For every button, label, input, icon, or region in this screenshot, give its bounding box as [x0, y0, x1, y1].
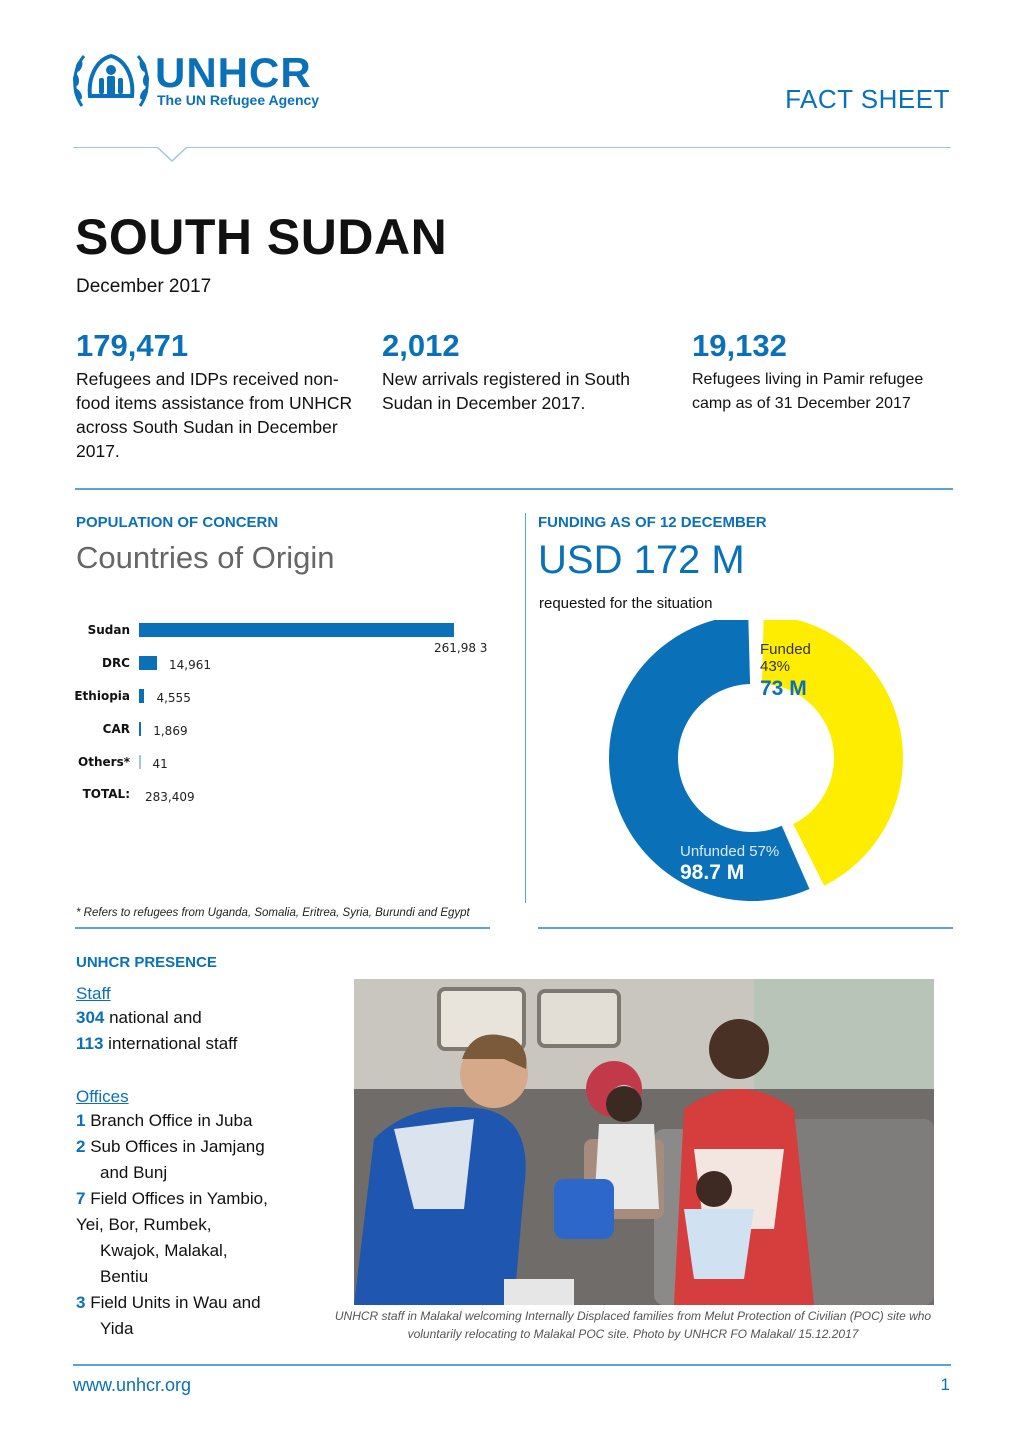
total-value: 283,409	[145, 790, 195, 804]
bar-value-label: 1,869	[153, 724, 188, 738]
bar-category-label: DRC	[101, 656, 130, 670]
bar	[139, 689, 144, 703]
population-footnote: * Refers to refugees from Uganda, Somalia, Eritrea, Syria, Burundi and Egypt	[76, 907, 470, 919]
office-item: 1 Branch Office in Juba	[76, 1111, 253, 1130]
org-name: UNHCR	[155, 49, 312, 96]
footer-divider	[73, 1364, 951, 1366]
funded-label-block	[760, 641, 811, 701]
stat-text: Refugees living in Pamir refugee camp as of 31 December 2017	[692, 371, 924, 412]
chevron-down-icon	[156, 147, 188, 163]
photo-caption: UNHCR staff in Malakal welcoming Internally Displaced families from Melut Protection of Civilian (POC) site who voluntarily relocating to Malakal POC site. Photo by UNHCR FO Malakal/ 15.12.2017	[334, 1309, 932, 1341]
stat-number: 2,012	[382, 328, 460, 363]
unhcr-emblem-icon	[70, 48, 152, 114]
footer-website-link[interactable]: www.unhcr.org	[73, 1375, 192, 1395]
offices-heading: Offices	[76, 1087, 129, 1106]
bar-category-label: CAR	[102, 722, 130, 736]
funded-percent: 43%	[760, 658, 791, 675]
stat-text: New arrivals registered in South Sudan in December 2017.	[382, 369, 631, 413]
staff-item: 304 national and	[76, 1008, 202, 1027]
header-divider	[73, 147, 951, 148]
office-item: 7 Field Offices in Yambio,	[76, 1189, 268, 1208]
offices-list	[76, 1108, 306, 1342]
bar-value-label: 41	[152, 757, 168, 771]
bar-category-label: Others*	[78, 755, 130, 769]
office-item-cont: Yida	[100, 1319, 134, 1338]
bar-value-label: 4,555	[156, 691, 191, 705]
org-tagline: The UN Refugee Agency	[157, 92, 320, 108]
bar-value-label: 14,961	[168, 658, 211, 672]
staff-heading: Staff	[76, 984, 111, 1003]
office-item-cont: and Bunj	[100, 1163, 168, 1182]
bar-value-label: 261,98 3	[434, 641, 488, 655]
funding-note: requested for the situation	[539, 595, 713, 612]
field-photo	[354, 979, 934, 1305]
office-item-cont: Yei, Bor, Rumbek,	[76, 1215, 212, 1234]
page-title: SOUTH SUDAN	[75, 209, 448, 265]
funded-amount: 73 M	[760, 677, 807, 700]
total-label: TOTAL:	[82, 787, 130, 801]
bar	[139, 656, 157, 670]
countries-of-origin-chart	[70, 615, 500, 815]
stat-number: 19,132	[692, 328, 787, 363]
bus-interior-photo	[354, 979, 934, 1305]
section-divider	[75, 927, 490, 929]
unfunded-amount: 98.7 M	[680, 861, 745, 884]
unfunded-label: Unfunded 57%	[680, 843, 780, 860]
funding-heading: FUNDING AS OF 12 DECEMBER	[538, 514, 767, 531]
office-item: 2 Sub Offices in Jamjang	[76, 1137, 265, 1156]
funding-donut-chart	[600, 620, 910, 920]
section-divider	[538, 927, 953, 929]
page-number: 1	[940, 1375, 950, 1394]
funding-amount: USD 172 M	[538, 538, 745, 582]
stat-text: Refugees and IDPs received non-food items assistance from UNHCR across South Sudan in December 2017.	[76, 369, 353, 461]
stat-number: 179,471	[76, 328, 189, 363]
column-divider	[525, 513, 526, 903]
bar	[139, 722, 141, 736]
staff-item: 113 international staff	[76, 1034, 238, 1053]
office-item-cont: Kwajok, Malakal,	[100, 1241, 228, 1260]
bar-category-label: Sudan	[87, 623, 130, 637]
bar-category-label: Ethiopia	[74, 689, 130, 703]
section-divider	[75, 488, 953, 490]
office-item: 3 Field Units in Wau and	[76, 1293, 261, 1312]
staff-list	[76, 1005, 237, 1057]
population-heading: POPULATION OF CONCERN	[76, 514, 279, 531]
doc-type-label: FACT SHEET	[785, 84, 950, 114]
presence-heading: UNHCR PRESENCE	[76, 954, 217, 971]
report-date: December 2017	[76, 276, 212, 297]
bar	[139, 755, 141, 769]
bar	[139, 623, 454, 637]
office-item-cont: Bentiu	[100, 1267, 149, 1286]
funded-label: Funded	[760, 641, 811, 658]
population-subtitle: Countries of Origin	[76, 540, 335, 575]
